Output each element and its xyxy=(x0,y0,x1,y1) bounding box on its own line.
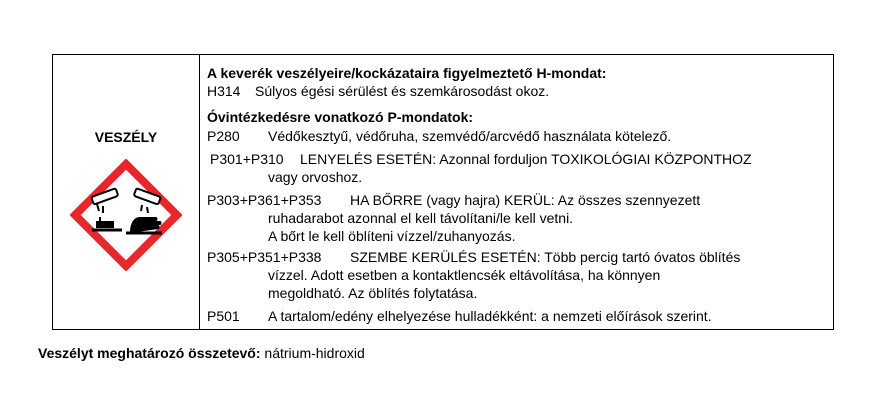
statements-cell xyxy=(200,55,833,329)
p-text: A bőrt le kell öblíteni vízzel/zuhanyozás. xyxy=(268,228,516,244)
p-text: LENYELÉS ESETÉN: Azonnal forduljon TOXIKOLÓGIAI KÖZPONTHOZ xyxy=(300,151,752,167)
hazardous-component xyxy=(38,345,365,361)
p-text: Védőkesztyű, védőruha, szemvédő/arcvédő használata kötelező. xyxy=(268,128,672,144)
p-code: P501 xyxy=(207,308,240,324)
hazard-label-table xyxy=(52,54,834,330)
p-code: P280 xyxy=(207,128,240,144)
p-text: ruhadarabot azonnal el kell távolítani/le kell vetni. xyxy=(268,210,574,226)
p-text: SZEMBE KERÜLÉS ESETÉN: Több percig tartó óvatos öblítés xyxy=(350,249,741,265)
p-text: megoldható. Az öblítés folytatása. xyxy=(268,285,478,301)
h-code: H314 xyxy=(207,83,241,99)
signal-cell xyxy=(53,55,200,329)
p-text: A tartalom/edény elhelyezése hulladékként: a nemzeti előírások szerint. xyxy=(268,308,712,324)
hazardous-component-label: Veszélyt meghatározó összetevő: xyxy=(38,345,261,361)
p-code: P305+P351+P338 xyxy=(207,249,322,265)
p-code: P301+P310 xyxy=(210,151,284,167)
p-text: vízzel. Adott esetben a kontaktlencsék eltávolítása, ha könnyen xyxy=(268,267,661,283)
h-text: Súlyos égési sérülést és szemkárosodást okoz. xyxy=(255,83,550,99)
p-text: HA BŐRRE (vagy hajra) KERÜL: Az összes szennyezett xyxy=(350,192,701,208)
signal-word: VESZÉLY xyxy=(94,129,158,145)
p-text: vagy orvoshoz. xyxy=(268,169,363,185)
p-heading: Óvintézkedésre vonatkozó P-mondatok: xyxy=(207,109,474,125)
hazardous-component-value: nátrium-hidroxid xyxy=(264,345,365,361)
h-heading: A keverék veszélyeire/kockázataira figyelmeztető H-mondat: xyxy=(207,65,607,81)
p-code: P303+P361+P353 xyxy=(207,192,322,208)
corrosion-pictogram-icon xyxy=(70,159,182,271)
